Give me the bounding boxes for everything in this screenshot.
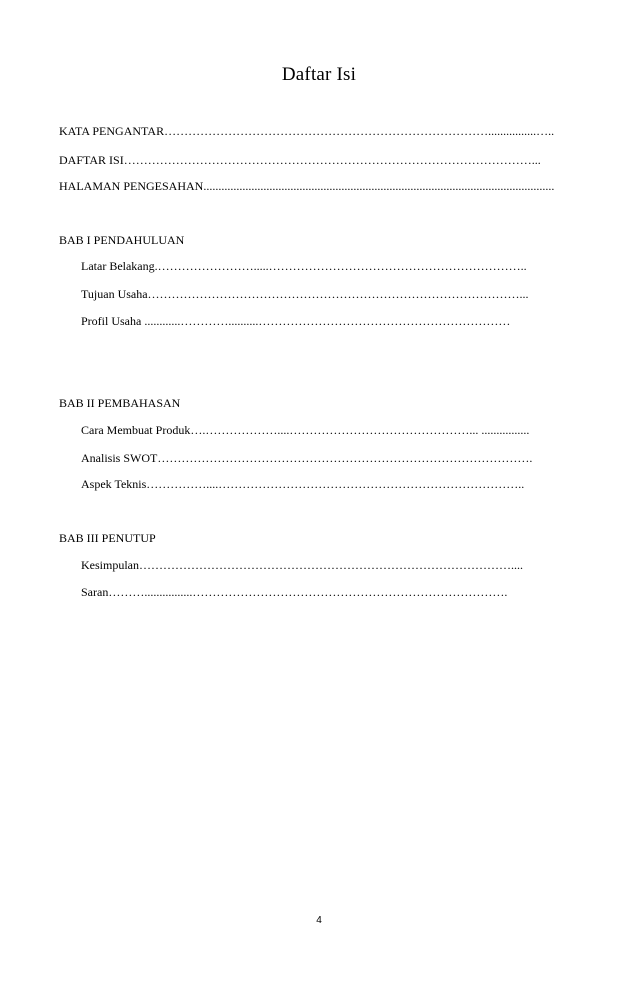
toc-entry-profil-usaha: Profil Usaha ............…………..........……………………………………………………… [81,314,511,328]
page-number: 4 [316,915,322,926]
page-title: Daftar Isi [281,64,357,85]
chapter-heading-bab-2: BAB II PEMBAHASAN [59,396,181,410]
toc-entry-cara-membuat-produk: Cara Membuat Produk….………………....………………………………………... ................ [81,423,530,437]
toc-entry-analisis-swot: Analisis SWOT…………………………………………………………………………………. [81,451,533,465]
toc-entry-latar-belakang: Latar Belakang.…………………….....……………………………………………………….. [81,259,527,273]
toc-entry-halaman-pengesahan: HALAMAN PENGESAHAN..................................................................................................................... [59,179,555,193]
toc-entry-daftar-isi: DAFTAR ISI…………………………………………………………………………………………... [59,153,541,167]
toc-entry-tujuan-usaha: Tujuan Usaha…………………………………………………………………………………... [81,287,529,301]
toc-entry-kesimpulan: Kesimpulan………………………………………………………………………………….... [81,558,523,572]
toc-entry-saran: Saran………................……………………………………………………………………. [81,585,508,599]
toc-entry-kata-pengantar: KATA PENGANTAR………………………………………………………………………................….. [59,124,555,138]
chapter-heading-bab-3: BAB III PENUTUP [59,531,156,545]
chapter-heading-bab-1: BAB I PENDAHULUAN [59,233,185,247]
toc-entry-aspek-teknis: Aspek Teknis……………....………………………………………………………………….. [81,477,525,491]
